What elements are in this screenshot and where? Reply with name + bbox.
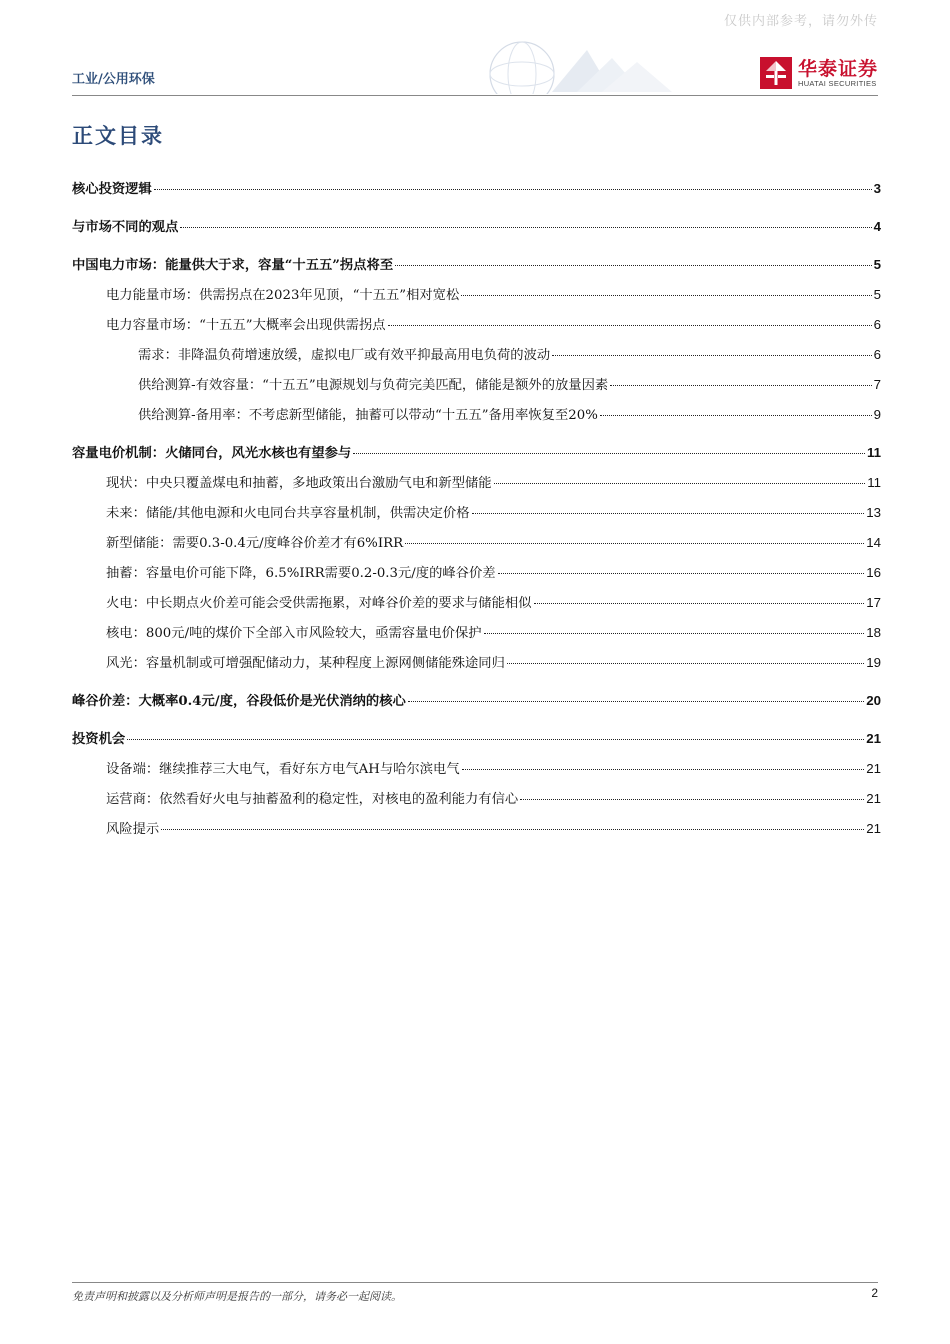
toc-entry[interactable]	[72, 818, 881, 837]
toc-entry-page: 20	[866, 693, 881, 708]
toc-leader	[484, 633, 865, 634]
toc-leader	[534, 603, 865, 604]
toc-entry[interactable]	[72, 690, 881, 709]
toc-entry[interactable]	[72, 562, 881, 581]
toc-leader	[408, 701, 864, 702]
footer-divider	[72, 1282, 878, 1283]
toc-entry[interactable]	[72, 254, 881, 273]
toc-entry-label: 风光：容量机制或可增强配储动力，某种程度上源网侧储能殊途同归	[106, 656, 505, 671]
toc-entry[interactable]	[72, 178, 881, 197]
toc-leader	[388, 325, 872, 326]
toc-entry-label: 需求：非降温负荷增速放缓，虚拟电厂或有效平抑最高用电负荷的波动	[138, 348, 551, 363]
globe-graphic	[412, 40, 692, 94]
toc-entry[interactable]	[72, 374, 881, 393]
toc-entry-page: 18	[866, 625, 881, 640]
toc-entry-label: 设备端：继续推荐三大电气，看好东方电气AH与哈尔滨电气	[106, 762, 460, 777]
toc-entry-label: 电力能量市场：供需拐点在2023年见顶，“十五五”相对宽松	[106, 288, 460, 303]
toc-entry-label: 容量电价机制：火储同台，风光水核也有望参与	[72, 446, 352, 461]
toc-entry[interactable]	[72, 284, 881, 303]
disclaimer-text: 免责声明和披露以及分析师声明是报告的一部分，请务必一起阅读。	[72, 1290, 402, 1303]
toc-leader	[507, 663, 864, 664]
toc-entry-label: 峰谷价差：大概率0.4元/度，谷段低价是光伏消纳的核心	[72, 694, 406, 709]
toc-entry-page: 11	[866, 445, 881, 460]
logo-cn-text: 华泰证券	[797, 57, 878, 80]
toc-leader	[520, 799, 864, 800]
page-header	[72, 56, 878, 94]
toc-entry-label: 现状：中央只覆盖煤电和抽蓄，多地政策出台激励气电和新型储能	[106, 476, 492, 491]
toc-leader	[472, 513, 865, 514]
toc-leader	[494, 483, 866, 484]
toc-leader	[154, 189, 872, 190]
toc-entry[interactable]	[72, 404, 881, 423]
toc-entry-label: 运营商：依然看好火电与抽蓄盈利的稳定性，对核电的盈利能力有信心	[106, 792, 519, 807]
toc-entry-label: 供给测算-有效容量：“十五五”电源规划与负荷完美匹配，储能是额外的放量因素	[138, 378, 609, 393]
toc-entry-page: 17	[866, 595, 881, 610]
toc-entry-page: 11	[867, 475, 881, 490]
toc-entry[interactable]	[72, 344, 881, 363]
toc-leader	[353, 453, 865, 454]
toc-entry-page: 4	[873, 219, 881, 234]
toc-entry[interactable]	[72, 758, 881, 777]
toc-leader	[498, 573, 865, 574]
toc-leader	[161, 829, 864, 830]
toc-entry[interactable]	[72, 652, 881, 671]
toc-entry-page: 13	[866, 505, 881, 520]
toc-entry[interactable]	[72, 622, 881, 641]
logo-en-text: HUATAI SECURITIES	[797, 78, 877, 88]
toc-entry-label: 投资机会	[72, 732, 126, 747]
toc-leader	[552, 355, 871, 356]
toc-entry-label: 与市场不同的观点	[72, 220, 179, 235]
toc-leader	[180, 227, 871, 228]
toc-entry[interactable]	[72, 592, 881, 611]
toc-entry-label: 抽蓄：容量电价可能下降，6.5%IRR需要0.2-0.3元/度的峰谷价差	[106, 566, 496, 581]
company-logo	[760, 56, 878, 90]
toc-leader	[462, 769, 865, 770]
toc-entry-page: 9	[873, 407, 881, 422]
section-label: 工业/公用环保	[72, 72, 155, 87]
toc-entry-label: 核心投资逻辑	[72, 182, 152, 197]
toc-entry[interactable]	[72, 216, 881, 235]
toc-entry[interactable]	[72, 502, 881, 521]
toc-entry-page: 14	[866, 535, 881, 550]
toc-entry-page: 3	[873, 181, 881, 196]
toc-entry-page: 21	[866, 821, 881, 836]
toc-entry[interactable]	[72, 442, 881, 461]
toc-leader	[127, 739, 864, 740]
table-of-contents	[72, 178, 881, 837]
toc-entry-page: 6	[873, 317, 881, 332]
toc-leader	[600, 415, 872, 416]
watermark: 仅供内部参考，请勿外传	[723, 14, 878, 29]
toc-leader	[395, 265, 871, 266]
toc-leader	[405, 543, 864, 544]
toc-entry[interactable]	[72, 314, 881, 333]
toc-entry-label: 核电：800元/吨的煤价下全部入市风险较大，亟需容量电价保护	[106, 626, 482, 641]
toc-entry[interactable]	[72, 472, 881, 491]
toc-entry[interactable]	[72, 532, 881, 551]
toc-entry-page: 21	[866, 761, 881, 776]
toc-entry-label: 供给测算-备用率：不考虑新型储能，抽蓄可以带动“十五五”备用率恢复至20%	[138, 408, 598, 423]
toc-entry-label: 火电：中长期点火价差可能会受供需拖累，对峰谷价差的要求与储能相似	[106, 596, 532, 611]
page-number: 2	[871, 1286, 878, 1300]
toc-leader	[610, 385, 871, 386]
toc-leader	[461, 295, 871, 296]
toc-entry-page: 21	[866, 731, 881, 746]
toc-entry-page: 5	[873, 257, 881, 272]
toc-entry[interactable]	[72, 788, 881, 807]
toc-entry-page: 19	[866, 655, 881, 670]
toc-entry-label: 电力容量市场：“十五五”大概率会出现供需拐点	[106, 318, 386, 333]
toc-entry-page: 5	[873, 287, 881, 302]
toc-entry-label: 新型储能：需要0.3-0.4元/度峰谷价差才有6%IRR	[106, 536, 404, 551]
toc-entry-page: 7	[873, 377, 881, 392]
header-divider	[72, 95, 878, 96]
toc-entry-page: 6	[873, 347, 881, 362]
toc-entry-label: 中国电力市场：能量供大于求，容量“十五五”拐点将至	[72, 258, 394, 273]
toc-entry-label: 风险提示	[106, 822, 160, 837]
page-title: 正文目录	[72, 123, 164, 148]
huatai-logo-icon	[760, 57, 792, 89]
toc-entry[interactable]	[72, 728, 881, 747]
toc-entry-page: 21	[866, 791, 881, 806]
toc-entry-label: 未来：储能/其他电源和火电同台共享容量机制，供需决定价格	[106, 506, 470, 521]
toc-entry-page: 16	[866, 565, 881, 580]
